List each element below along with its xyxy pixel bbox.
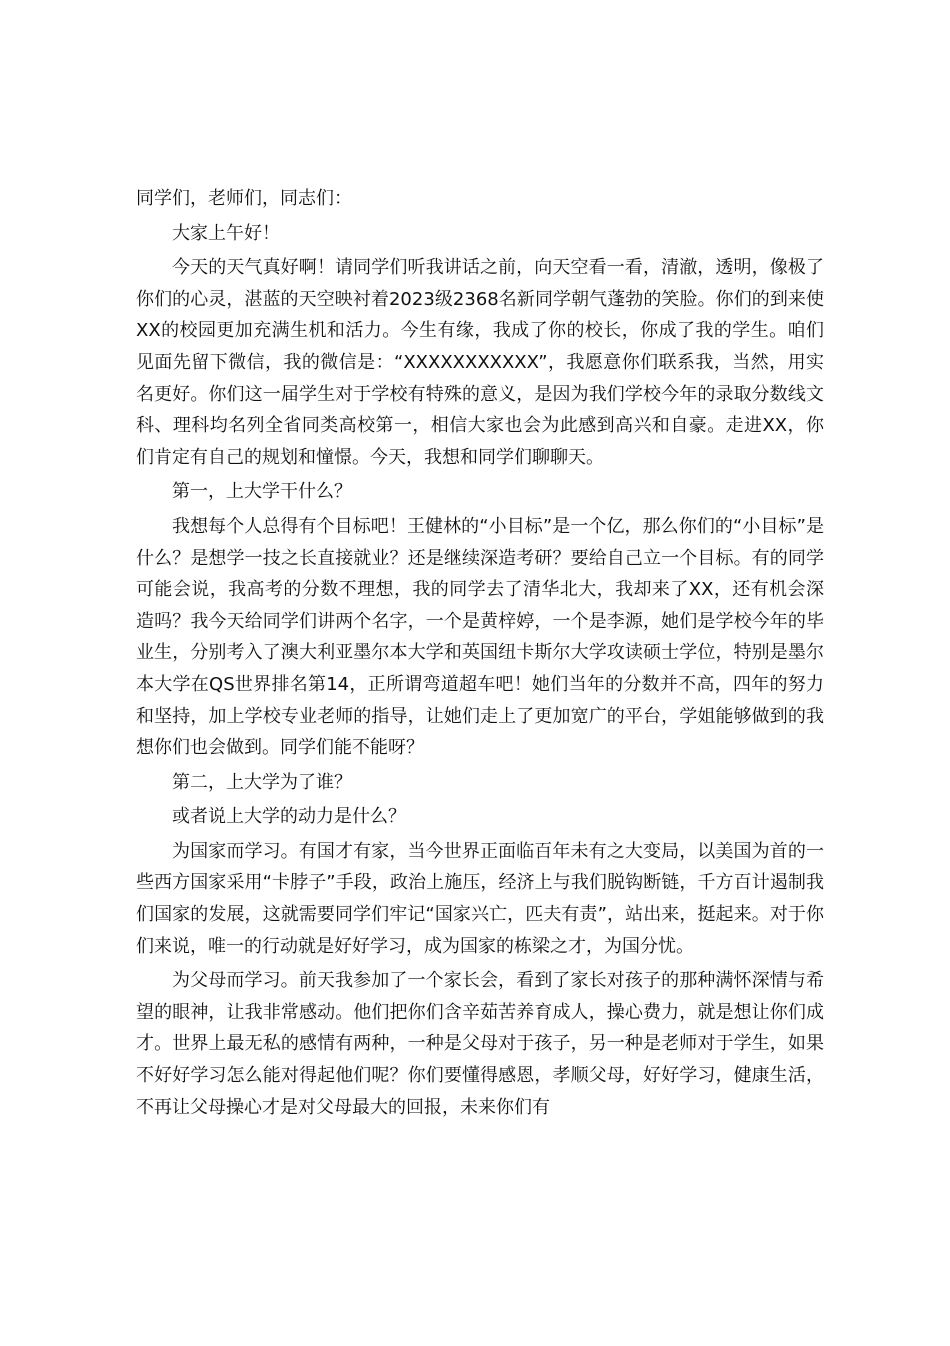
greeting: 大家上午好！	[172, 222, 280, 244]
section-heading-first: 第一，上大学干什么？	[172, 481, 352, 503]
paragraph-opening: 今天的天气真好啊！请同学们听我讲话之前，向天空看一看，清澈，透明，像极了你们的心灵，湛蓝的天空映衬着2023级2368名新同学朝气蓬勃的笑脸。你们的到来使XX的校园更加充满生机和活力。今生有缘，我成了你的校长，你成了我的学生。咱们见面先留下微信，我的微信是：“XXXXXXXXXXX”，我愿意你们联系我，当然，用实名更好。你们这一届学生对于学校有特殊的意义，是因为我们学校今年的录取分数线文科、理科均名列全省同类高校第一，相信大家也会为此感到高兴和自豪。走进XX，你们肯定有自己的规划和憧憬。今天，我想和同学们聊聊天。	[136, 257, 824, 468]
paragraph-for-parents: 为父母而学习。前天我参加了一个家长会，看到了家长对孩子的那种满怀深情与希望的眼神，让我非常感动。他们把你们含辛茹苦养育成人，操心费力，就是想让你们成才。世界上最无私的感情有两种，一种是父母对于孩子，另一种是老师对于学生，如果不好好学习怎么能对得起他们呢？你们要懂得感恩，孝顺父母，好好学习，健康生活，不再让父母操心才是对父母最大的回报，未来你们有	[136, 970, 824, 1118]
paragraph-motivation-question: 或者说上大学的动力是什么？	[172, 806, 406, 828]
salutation: 同学们，老师们，同志们：	[136, 188, 352, 209]
paragraph-for-country: 为国家而学习。有国才有家，当今世界正面临百年未有之大变局，以美国为首的一些西方国家采用“卡脖子”手段，政治上施压，经济上与我们脱钩断链，千方百计遏制我们国家的发展，这就需要同学们牢记“国家兴亡，匹夫有责”，站出来，挺起来。对于你们来说，唯一的行动就是好好学习，成为国家的栋梁之才，为国分忧。	[136, 840, 824, 957]
section-heading-second: 第二，上大学为了谁？	[172, 771, 352, 793]
paragraph-goals: 我想每个人总得有个目标吧！王健林的“小目标”是一个亿，那么你们的“小目标”是什么？是想学一技之长直接就业？还是继续深造考研？要给自己立一个目标。有的同学可能会说，我高考的分数不理想，我的同学去了清华北大，我却来了XX，还有机会深造吗？我今天给同学们讲两个名字，一个是黄梓婷，一个是李源，她们是学校今年的毕业生，分别考入了澳大利亚墨尔本大学和英国纽卡斯尔大学攻读硕士学位，特别是墨尔本大学在QS世界排名第14，正所谓弯道超车吧！她们当年的分数并不高，四年的努力和坚持，加上学校专业老师的指导，让她们走上了更加宽广的平台，学姐能够做到的我想你们也会做到。同学们能不能呀？	[136, 515, 824, 759]
speech-body	[136, 183, 824, 1123]
